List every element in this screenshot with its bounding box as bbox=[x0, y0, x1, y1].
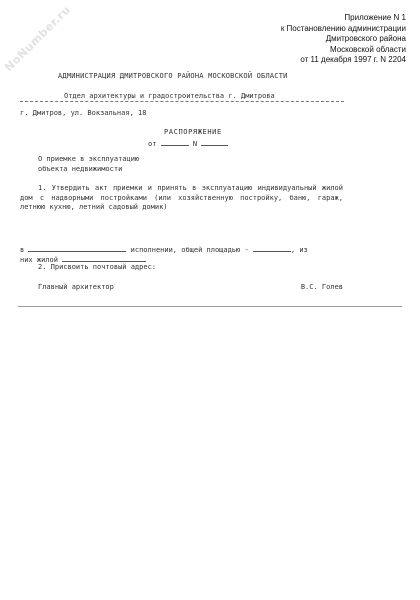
subject-line-1: О приемке в эксплуатацию bbox=[38, 155, 140, 163]
appendix-block bbox=[281, 13, 406, 66]
living-prefix: них жилой bbox=[20, 256, 58, 264]
in-suffix: , из bbox=[290, 246, 308, 254]
signer-title: Главный архитектор bbox=[38, 283, 114, 291]
administration-heading: АДМИНИСТРАЦИЯ ДМИТРОВСКОГО РАЙОНА МОСКОВСКОЙ ОБЛАСТИ bbox=[58, 72, 288, 80]
execution-area-line bbox=[20, 244, 308, 254]
department-name: Отдел архитектуры и градостроительства г. Дмитрова bbox=[64, 92, 275, 100]
number-label: N bbox=[192, 140, 198, 148]
living-blank bbox=[62, 254, 146, 262]
appendix-line: Дмитровского района bbox=[325, 34, 406, 43]
department-address: г. Дмитров, ул. Вокзальная, 18 bbox=[20, 109, 147, 117]
appendix-line: к Постановлению администрации bbox=[280, 23, 406, 33]
paragraph-item-2: 2. Присвоить почтовый адрес: bbox=[38, 263, 157, 271]
appendix-line: от 11 декабря 1997 г. N 2204 bbox=[300, 55, 406, 64]
appendix-line: Приложение N 1 bbox=[344, 13, 406, 22]
item-1-text: 1. Утвердить акт приемки и принять в эксплуатацию индивидуальный жилой дом с надворными постройками (или хозяйственную постройку, баню, гараж, летнюю кухню, летний садовый домик) bbox=[20, 184, 343, 212]
subject-line-2: объекта недвижимости bbox=[38, 165, 123, 173]
order-date-number bbox=[148, 138, 228, 148]
in-prefix: в bbox=[20, 246, 25, 254]
material-blank bbox=[28, 244, 126, 252]
number-blank bbox=[201, 138, 228, 146]
signer-name: В.С. Голев bbox=[300, 283, 343, 291]
bottom-rule bbox=[18, 306, 402, 307]
watermark: NoNumber.ru bbox=[2, 3, 74, 74]
from-label: от bbox=[148, 140, 157, 148]
area-blank bbox=[253, 244, 291, 252]
date-blank bbox=[161, 138, 189, 146]
appendix-line: Московской области bbox=[329, 44, 406, 54]
in-middle: исполнении, общей площадью - bbox=[130, 246, 249, 254]
paragraph-item-1 bbox=[20, 184, 343, 213]
dashed-divider bbox=[20, 101, 344, 102]
order-title: РАСПОРЯЖЕНИЕ bbox=[164, 128, 222, 136]
